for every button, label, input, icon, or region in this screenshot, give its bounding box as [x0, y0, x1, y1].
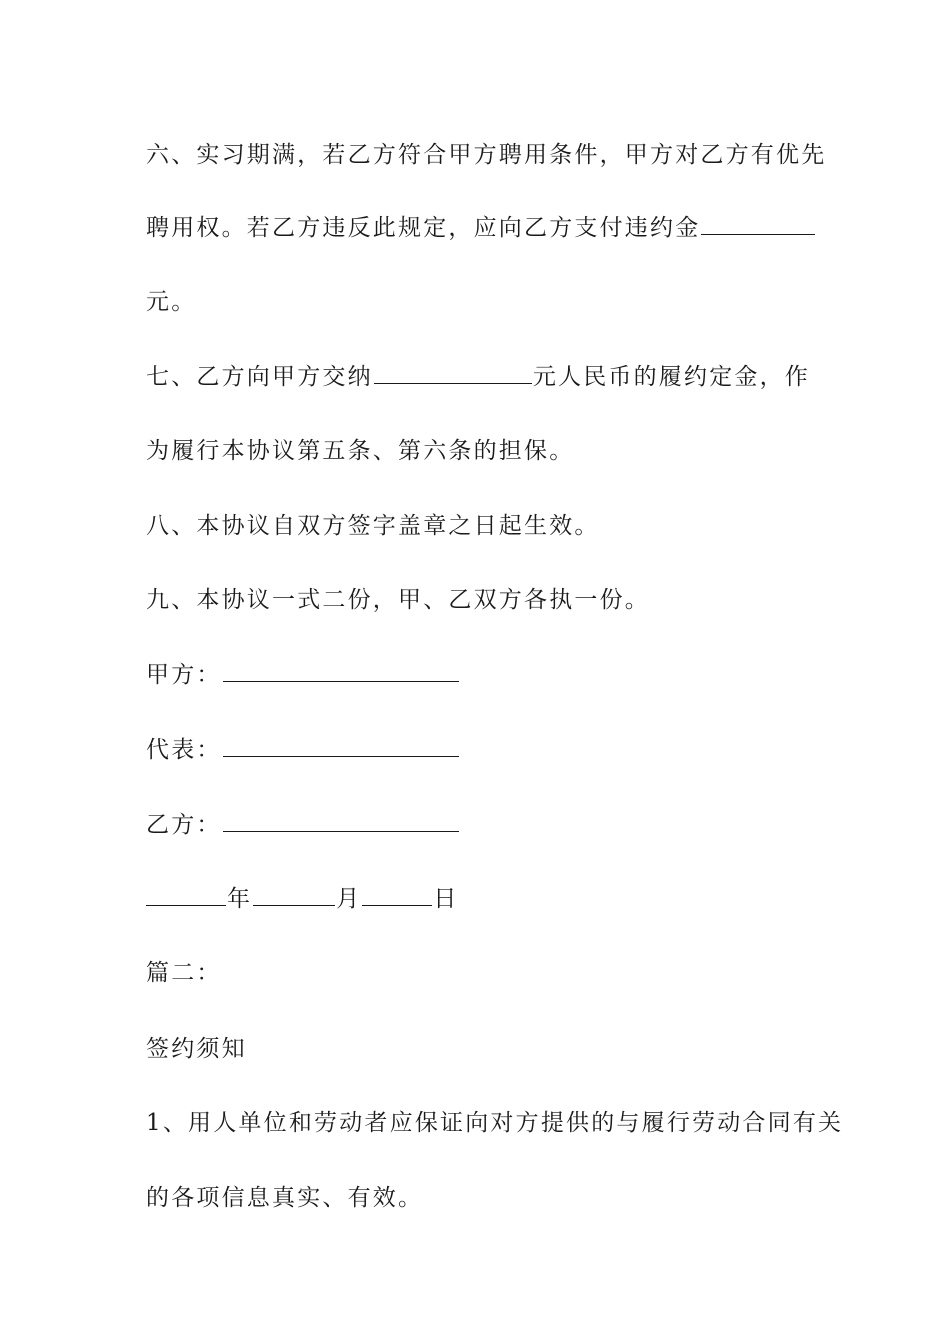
date-line: [146, 884, 459, 914]
representative-label: 代表：: [146, 737, 222, 763]
deposit-amount-blank: [374, 363, 532, 384]
clause-6-line-1: 六、实习期满，若乙方符合甲方聘用条件，甲方对乙方有优先: [146, 142, 827, 168]
day-label: 日: [433, 886, 459, 912]
clause-7-text-pre: 七、乙方向甲方交纳: [146, 364, 373, 390]
clause-7-text-post: 元人民币的履约定金，作: [532, 364, 811, 390]
clause-7-line-2: 为履行本协议第五条、第六条的担保。: [146, 438, 575, 464]
party-a-blank: [223, 661, 459, 682]
clause-8: 八、本协议自双方签字盖章之日起生效。: [146, 513, 600, 539]
representative-line: [146, 735, 460, 765]
clause-7-line-1: [146, 362, 810, 392]
clause-6-line-3: 元。: [146, 289, 197, 315]
item-1-line-2: 的各项信息真实、有效。: [146, 1185, 424, 1211]
clause-6-text: 聘用权。若乙方违反此规定，应向乙方支付违约金: [146, 215, 701, 241]
part-2-heading: 篇二：: [146, 960, 222, 986]
month-blank: [253, 885, 335, 906]
part-2-title: 签约须知: [146, 1036, 247, 1062]
clause-6-line-2: [146, 213, 816, 243]
party-a-line: [146, 660, 460, 690]
party-b-blank: [223, 811, 459, 832]
party-b-label: 乙方：: [146, 812, 222, 838]
day-blank: [362, 885, 432, 906]
year-blank: [146, 885, 226, 906]
clause-9: 九、本协议一式二份，甲、乙双方各执一份。: [146, 587, 650, 613]
penalty-amount-blank: [701, 214, 815, 235]
party-a-label: 甲方：: [146, 662, 222, 688]
representative-blank: [223, 736, 459, 757]
party-b-line: [146, 810, 460, 840]
item-1-line-1: 1、用人单位和劳动者应保证向对方提供的与履行劳动合同有关: [146, 1110, 844, 1136]
year-label: 年: [227, 886, 253, 912]
month-label: 月: [336, 886, 362, 912]
